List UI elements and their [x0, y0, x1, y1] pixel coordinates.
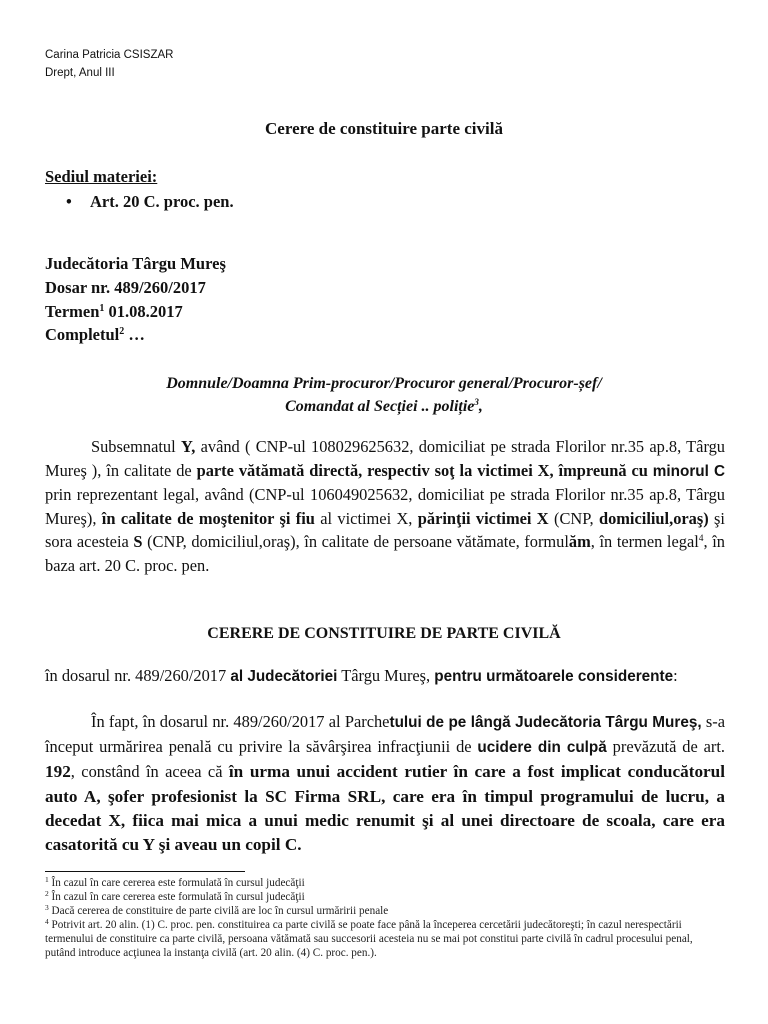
- author-block: [45, 46, 173, 82]
- address-line-2: [0, 395, 768, 418]
- termen-line: [45, 300, 226, 324]
- court-name: Judecătoria Târgu Mureş: [45, 254, 226, 273]
- footnote: $^3$ Dacă cererea de constituire de parte civilă are loc în cursul urmăririi penale: [45, 903, 389, 917]
- section-heading: CERERE DE CONSTITUIRE DE PARTE CIVILĂ: [207, 625, 561, 642]
- address-line-2-text: Comandat al Secției .. poliție: [285, 398, 475, 415]
- sediu-heading: Sediul materiei:: [45, 167, 158, 186]
- footnote: $^4$ Potrivit art. 20 alin. (1) C. proc. pen. constituirea ca parte civilă se poate face până la începerea cercetării judecătoreşti; în cazul nerespectării termenului de constituire ca parte civilă, persoana vătămată sau succesorii acesteia nu se mai pot constitui parte civilă în cadrul procesului penal, putând introduce acţiunea la instanţa civilă (art. 20 alin. (4) C. proc. pen.).: [45, 917, 693, 959]
- footnote-ref-4: 4: [698, 534, 704, 544]
- dosar-reference-line: în dosarul nr. 489/260/2017 al Judecătoriei Târgu Mureş, pentru următoarele considerente:: [45, 666, 678, 685]
- complet-label: Completul: [45, 325, 120, 345]
- court-block: [45, 252, 226, 347]
- address-line-1: Domnule/Doamna Prim-procuror/Procuror general/Procuror-șef/: [166, 375, 602, 392]
- footnote: $^1$ În cazul în care cererea este formulată în cursul judecăţii: [45, 875, 305, 889]
- author-name: Carina Patricia CSISZAR: [45, 49, 174, 61]
- sediu-item-text: Art. 20 C. proc. pen.: [90, 192, 234, 211]
- paragraph-facts: În fapt, în dosarul nr. 489/260/2017 al Parchetului de pe lângă Judecătoria Târgu Mureş, s-a început urmărirea penală cu privire la săvârşirea infracţiunii de ucidere din culpă prevăzută de art. 192, constând în aceea că în urma unui accident rutier în care a fost implicat conducătorul auto A, şofer profesionist la SC Firma SRL, care era în timpul programului de lucru, a decedat X, fiica mai mica a unui medic renumit şi al unei directoare de scoala, care era casatorită cu Y şi aveau un copil C.: [45, 712, 725, 855]
- footnotes: [45, 876, 725, 960]
- footnote-ref-3: 3: [474, 397, 479, 407]
- sediu-list-item: [66, 190, 234, 214]
- footnote-ref-2: 2: [119, 326, 125, 338]
- dosar-number: Dosar nr. 489/260/2017: [45, 277, 206, 297]
- document-title: Cerere de constituire parte civilă: [265, 119, 503, 138]
- footnote-ref-1: 1: [99, 302, 105, 314]
- bullet-icon: •: [66, 192, 72, 211]
- address-line-2-end: ,: [478, 398, 483, 415]
- footnote: $^2$ În cazul în care cererea este formulată în cursul judecăţii: [45, 889, 305, 903]
- author-program: Drept, Anul III: [45, 67, 115, 79]
- complet-line: [45, 323, 226, 347]
- footnote-separator: [45, 871, 245, 872]
- termen-value: 01.08.2017: [104, 301, 183, 321]
- paragraph-petitioners: Subsemnatul Y, având ( CNP-ul 108029625632, domiciliat pe strada Florilor nr.35 ap.8, Târgu Mureş ), în calitate de parte vătămată directă, respectiv soţ la victimei X, împreună cu minorul C prin reprezentant legal, având (CNP-ul 106049025632, domiciliat pe strada Florilor nr.35 ap.8, Târgu Mureş), în calitate de moştenitor şi fiu al victimei X, părinţii victimei X (CNP, domiciliul,oraş) şi sora acesteia S (CNP, domiciliul,oraş), în calitate de persoane vătămate, formulăm, în termen legal$^4$, în baza art. 20 C. proc. pen.: [45, 437, 726, 575]
- address-block: [0, 372, 768, 418]
- complet-value: …: [124, 325, 145, 345]
- termen-label: Termen: [45, 301, 100, 321]
